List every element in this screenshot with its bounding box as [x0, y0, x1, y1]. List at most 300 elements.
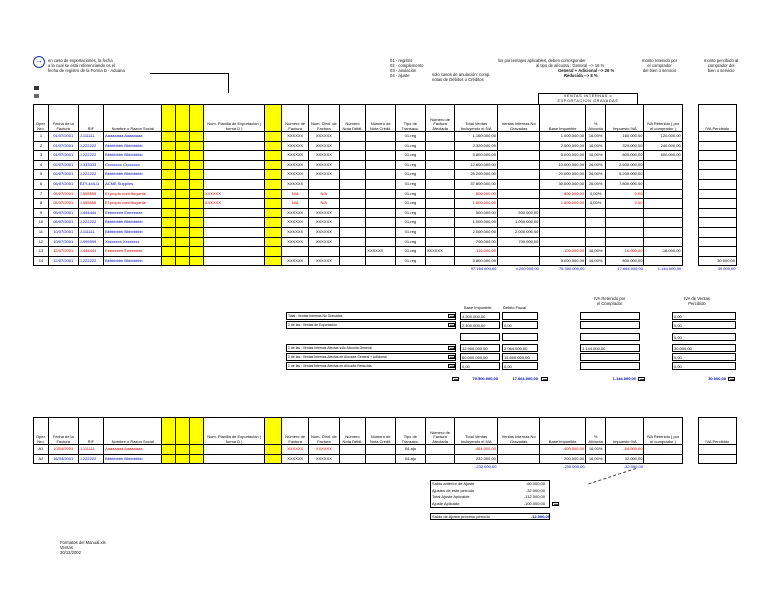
table-cell[interactable]: 1.000.000,00 — [540, 132, 586, 142]
table-cell[interactable] — [265, 199, 282, 209]
table-cell[interactable] — [497, 132, 539, 142]
table-cell[interactable]: 10/07/2001 — [48, 227, 78, 237]
table-cell[interactable] — [682, 199, 698, 209]
table-cell[interactable]: 16,00% — [586, 445, 606, 455]
table-cell[interactable] — [190, 179, 204, 189]
table-cell[interactable] — [698, 445, 736, 455]
table-cell[interactable]: J-444444 — [78, 247, 103, 257]
table-cell[interactable]: XXXXXX — [282, 237, 309, 247]
table-cell[interactable] — [339, 132, 366, 142]
table-cell[interactable] — [203, 445, 265, 455]
table-cell[interactable]: 01/07/2001 — [48, 141, 78, 151]
table-cell[interactable] — [265, 256, 282, 266]
table-cell[interactable]: N/A — [282, 199, 309, 209]
table-cell[interactable] — [606, 237, 644, 247]
table-cell[interactable] — [425, 132, 455, 142]
table-cell[interactable] — [176, 256, 190, 266]
link-button[interactable] — [448, 314, 455, 318]
table-cell[interactable] — [425, 160, 455, 170]
table-cell[interactable]: XXXXXX — [282, 227, 309, 237]
table-cell[interactable]: 12.600.000,00 — [455, 160, 497, 170]
table-cell[interactable]: J-222222 — [78, 218, 103, 228]
table-cell[interactable]: 16,00% — [586, 132, 606, 142]
table-cell[interactable] — [366, 141, 396, 151]
table-cell[interactable]: Xxxxxxxx Xxxxxxxx — [104, 237, 162, 247]
table-cell[interactable] — [682, 189, 698, 199]
table-cell[interactable] — [203, 132, 265, 142]
table-cell[interactable]: J-222222 — [78, 256, 103, 266]
link-button[interactable] — [552, 502, 559, 506]
table-cell[interactable] — [698, 218, 736, 228]
table-cell[interactable]: XXXXXX — [308, 170, 339, 180]
table-cell[interactable]: 01-reg — [396, 227, 426, 237]
link-button[interactable] — [541, 377, 548, 381]
table-cell[interactable] — [162, 151, 176, 161]
table-cell[interactable]: Eeeeeeee Eeeeeeee — [104, 208, 162, 218]
table-cell[interactable]: 16,00% — [586, 256, 606, 266]
table-cell[interactable] — [265, 151, 282, 161]
table-cell[interactable]: 02/07/2001 — [48, 170, 78, 180]
table-cell[interactable] — [586, 237, 606, 247]
table-cell[interactable] — [162, 218, 176, 228]
table-cell[interactable] — [339, 256, 366, 266]
table-cell[interactable] — [190, 151, 204, 161]
table-cell[interactable]: XXXXXX — [308, 237, 339, 247]
table-cell[interactable] — [644, 454, 682, 464]
table-cell[interactable]: 01-reg — [396, 160, 426, 170]
table-cell[interactable] — [176, 445, 190, 455]
table-cell[interactable] — [162, 170, 176, 180]
table-cell[interactable] — [698, 199, 736, 209]
table-cell[interactable]: 06/07/2001 — [48, 218, 78, 228]
table-cell[interactable] — [265, 247, 282, 257]
table-cell[interactable] — [339, 170, 366, 180]
table-cell[interactable] — [497, 247, 539, 257]
table-cell[interactable]: 20.000.000,00 — [540, 170, 586, 180]
table-cell[interactable] — [339, 179, 366, 189]
table-cell[interactable]: 01-reg — [396, 151, 426, 161]
table-cell[interactable]: Bbbbbbbb Bbbbbbbb — [104, 227, 162, 237]
table-cell[interactable] — [644, 445, 682, 455]
table-cell[interactable]: 16,00% — [586, 141, 606, 151]
table-cell[interactable]: 700.000,00 — [455, 237, 497, 247]
table-cell[interactable] — [682, 445, 698, 455]
table-cell[interactable]: XXXXXX — [282, 445, 309, 455]
table-cell[interactable] — [644, 256, 682, 266]
table-cell[interactable] — [190, 208, 204, 218]
table-cell[interactable] — [190, 256, 204, 266]
table-cell[interactable] — [265, 179, 282, 189]
table-cell[interactable]: N/A — [308, 189, 339, 199]
table-cell[interactable] — [265, 141, 282, 151]
table-cell[interactable]: 500.000,00 — [497, 208, 539, 218]
table-cell[interactable]: J-222222 — [78, 454, 103, 464]
table-cell[interactable]: N/A — [282, 189, 309, 199]
table-cell[interactable]: 01-reg — [396, 208, 426, 218]
table-cell[interactable] — [162, 199, 176, 209]
table-cell[interactable]: 01-reg — [396, 237, 426, 247]
table-cell[interactable]: XXXXXX — [282, 208, 309, 218]
table-cell[interactable]: -116.000,00 — [455, 247, 497, 257]
table-cell[interactable] — [265, 227, 282, 237]
table-cell[interactable] — [339, 445, 366, 455]
table-cell[interactable] — [497, 141, 539, 151]
table-cell[interactable]: 26,00% — [586, 170, 606, 180]
table-cell[interactable] — [366, 256, 396, 266]
table-cell[interactable] — [190, 170, 204, 180]
table-cell[interactable]: 2 — [34, 141, 49, 151]
table-cell[interactable]: 05/07/2001 — [48, 208, 78, 218]
table-cell[interactable] — [190, 247, 204, 257]
table-cell[interactable] — [190, 199, 204, 209]
table-cell[interactable]: -16.000,00 — [644, 247, 682, 257]
table-cell[interactable] — [606, 208, 644, 218]
table-cell[interactable]: J-999999 — [78, 237, 103, 247]
table-cell[interactable]: 01-reg — [396, 199, 426, 209]
table-cell[interactable]: XXXXXX — [203, 189, 265, 199]
table-cell[interactable]: 2.320.000,00 — [455, 141, 497, 151]
table-cell[interactable]: 0,00 — [606, 199, 644, 209]
table-cell[interactable]: 2.600.000,00 — [606, 160, 644, 170]
table-cell[interactable]: 0,00 — [606, 189, 644, 199]
table-cell[interactable] — [176, 218, 190, 228]
table-cell[interactable] — [190, 160, 204, 170]
table-cell[interactable] — [644, 218, 682, 228]
table-cell[interactable] — [698, 160, 736, 170]
table-cell[interactable]: Bbbbbbbb Bbbbbbbb — [104, 151, 162, 161]
table-cell[interactable] — [682, 151, 698, 161]
table-cell[interactable]: Bbbbbbbb Bbbbbbbb — [104, 218, 162, 228]
table-cell[interactable] — [339, 227, 366, 237]
table-cell[interactable] — [682, 218, 698, 228]
table-cell[interactable] — [682, 227, 698, 237]
table-cell[interactable] — [162, 160, 176, 170]
link-button[interactable] — [448, 355, 455, 359]
table-cell[interactable]: 04-aju — [396, 454, 426, 464]
table-cell[interactable] — [698, 189, 736, 199]
table-cell[interactable]: 5 — [34, 170, 49, 180]
table-cell[interactable] — [203, 179, 265, 189]
table-cell[interactable]: XXXXXX — [308, 151, 339, 161]
table-cell[interactable]: 160.000,00 — [606, 132, 644, 142]
table-cell[interactable]: XXXXXX — [282, 218, 309, 228]
table-cell[interactable] — [265, 218, 282, 228]
table-cell[interactable] — [162, 247, 176, 257]
table-cell[interactable] — [203, 247, 265, 257]
table-cell[interactable] — [644, 199, 682, 209]
table-cell[interactable]: 0,00% — [586, 199, 606, 209]
table-cell[interactable]: 1.600.000,00 — [540, 199, 586, 209]
table-cell[interactable]: EZY-444-U — [78, 179, 103, 189]
table-cell[interactable]: 200.000,00 — [540, 454, 586, 464]
table-cell[interactable] — [698, 151, 736, 161]
table-cell[interactable]: 800.000,00 — [606, 151, 644, 161]
table-cell[interactable] — [698, 454, 736, 464]
table-cell[interactable] — [176, 170, 190, 180]
table-cell[interactable]: J-555555 — [78, 199, 103, 209]
table-cell[interactable] — [162, 189, 176, 199]
table-cell[interactable] — [425, 256, 455, 266]
table-cell[interactable] — [540, 208, 586, 218]
table-cell[interactable]: 3 — [34, 151, 49, 161]
link-button[interactable] — [448, 364, 455, 368]
table-cell[interactable]: Bbbbbbbb Bbbbbbbb — [104, 256, 162, 266]
table-cell[interactable] — [308, 179, 339, 189]
table-cell[interactable]: 01-reg — [396, 141, 426, 151]
table-cell[interactable] — [176, 227, 190, 237]
table-cell[interactable]: XXXXXX — [282, 132, 309, 142]
table-cell[interactable] — [339, 218, 366, 228]
table-cell[interactable] — [282, 247, 309, 257]
table-cell[interactable] — [540, 227, 586, 237]
table-cell[interactable]: XXXXXX — [308, 141, 339, 151]
table-cell[interactable]: 2.000.000,00 — [455, 227, 497, 237]
table-cell[interactable]: XXXXXX — [308, 132, 339, 142]
table-cell[interactable] — [176, 208, 190, 218]
table-cell[interactable]: 05/07/2001 — [48, 189, 78, 199]
table-cell[interactable] — [339, 189, 366, 199]
table-cell[interactable]: 01-reg — [396, 132, 426, 142]
table-cell[interactable]: J-222222 — [78, 170, 103, 180]
table-cell[interactable] — [682, 247, 698, 257]
link-button[interactable] — [448, 346, 455, 350]
table-cell[interactable]: 11 — [34, 227, 49, 237]
table-cell[interactable] — [176, 199, 190, 209]
table-cell[interactable] — [425, 151, 455, 161]
table-cell[interactable]: 10/07/2001 — [48, 237, 78, 247]
table-cell[interactable] — [308, 247, 339, 257]
link-button[interactable] — [638, 377, 645, 381]
table-cell[interactable] — [190, 445, 204, 455]
table-cell[interactable] — [497, 454, 539, 464]
table-cell[interactable] — [698, 227, 736, 237]
table-cell[interactable]: 1.160.000,00 — [455, 132, 497, 142]
table-cell[interactable] — [366, 237, 396, 247]
table-cell[interactable]: 500.000,00 — [455, 208, 497, 218]
table-cell[interactable]: 800.000,00 — [455, 189, 497, 199]
table-cell[interactable] — [366, 160, 396, 170]
table-cell[interactable] — [698, 141, 736, 151]
table-cell[interactable] — [425, 141, 455, 151]
table-cell[interactable]: 01-reg — [396, 170, 426, 180]
table-cell[interactable] — [366, 199, 396, 209]
table-cell[interactable]: Cccccccc Cccccccc — [104, 160, 162, 170]
table-cell[interactable] — [425, 189, 455, 199]
table-cell[interactable] — [265, 189, 282, 199]
table-cell[interactable]: 16/04/2001 — [48, 454, 78, 464]
table-cell[interactable] — [203, 141, 265, 151]
table-cell[interactable]: 16,00% — [586, 454, 606, 464]
table-cell[interactable]: 01/07/2001 — [48, 132, 78, 142]
table-cell[interactable]: XXXXXX — [308, 218, 339, 228]
table-cell[interactable] — [366, 132, 396, 142]
table-cell[interactable]: 600.000,00 — [644, 151, 682, 161]
table-cell[interactable]: XXXXXX — [308, 208, 339, 218]
table-cell[interactable]: 1.600.000,00 — [455, 199, 497, 209]
table-cell[interactable] — [176, 179, 190, 189]
table-cell[interactable] — [497, 445, 539, 455]
table-cell[interactable]: -100.000,00 — [540, 247, 586, 257]
table-cell[interactable] — [682, 170, 698, 180]
table-cell[interactable] — [698, 237, 736, 247]
table-cell[interactable]: 4 — [34, 160, 49, 170]
table-cell[interactable]: 320.000,00 — [606, 141, 644, 151]
table-cell[interactable]: XXXXXX — [282, 454, 309, 464]
table-cell[interactable]: 6 — [34, 179, 49, 189]
table-cell[interactable] — [644, 170, 682, 180]
table-cell[interactable] — [162, 454, 176, 464]
table-cell[interactable] — [339, 141, 366, 151]
table-cell[interactable]: 01-reg — [396, 179, 426, 189]
table-cell[interactable] — [203, 151, 265, 161]
table-cell[interactable] — [176, 160, 190, 170]
table-cell[interactable] — [203, 208, 265, 218]
table-cell[interactable] — [366, 227, 396, 237]
table-cell[interactable] — [586, 218, 606, 228]
table-cell[interactable]: XXXXXX — [282, 160, 309, 170]
table-cell[interactable] — [190, 189, 204, 199]
table-cell[interactable]: 30.000.000,00 — [540, 179, 586, 189]
table-cell[interactable] — [366, 454, 396, 464]
table-cell[interactable] — [190, 454, 204, 464]
table-cell[interactable] — [162, 227, 176, 237]
table-cell[interactable] — [190, 237, 204, 247]
table-cell[interactable]: XXXXXX — [282, 256, 309, 266]
table-cell[interactable]: 01-reg — [396, 256, 426, 266]
table-cell[interactable] — [425, 454, 455, 464]
table-cell[interactable]: 5.800.000,00 — [455, 256, 497, 266]
table-cell[interactable] — [497, 199, 539, 209]
table-cell[interactable]: 0,00% — [586, 189, 606, 199]
link-button[interactable] — [452, 377, 459, 381]
table-cell[interactable]: 05/07/2001 — [48, 199, 78, 209]
table-cell[interactable] — [425, 237, 455, 247]
table-cell[interactable] — [162, 141, 176, 151]
table-cell[interactable] — [162, 256, 176, 266]
table-cell[interactable] — [682, 208, 698, 218]
table-cell[interactable]: Aaaaaaaa Aaaaaaaa — [104, 445, 162, 455]
table-cell[interactable] — [425, 199, 455, 209]
table-cell[interactable] — [497, 256, 539, 266]
table-cell[interactable]: 232.000,00 — [455, 454, 497, 464]
table-cell[interactable] — [265, 160, 282, 170]
table-cell[interactable] — [265, 454, 282, 464]
table-cell[interactable]: J-222222 — [78, 141, 103, 151]
table-cell[interactable]: 30.000,00 — [698, 256, 736, 266]
table-cell[interactable] — [339, 199, 366, 209]
table-cell[interactable] — [497, 151, 539, 161]
table-cell[interactable]: J-111111 — [78, 227, 103, 237]
table-cell[interactable]: XXXXXX — [425, 247, 455, 257]
table-cell[interactable]: 7.800.000,00 — [606, 179, 644, 189]
table-cell[interactable]: 12/07/2001 — [48, 256, 78, 266]
table-cell[interactable] — [176, 151, 190, 161]
table-cell[interactable]: -64.000,00 — [606, 445, 644, 455]
table-cell[interactable] — [682, 132, 698, 142]
table-cell[interactable]: A1 — [34, 445, 49, 455]
table-cell[interactable] — [698, 170, 736, 180]
table-cell[interactable]: Eeeeeeee Eeeeeeee — [104, 247, 162, 257]
link-button[interactable] — [728, 377, 735, 381]
table-cell[interactable]: 16,00% — [586, 247, 606, 257]
table-cell[interactable] — [265, 170, 282, 180]
table-cell[interactable]: 5.000.000,00 — [540, 256, 586, 266]
table-cell[interactable]: 32.000,00 — [606, 454, 644, 464]
table-cell[interactable] — [190, 132, 204, 142]
table-cell[interactable]: Bbbbbbbb Bbbbbbbb — [104, 141, 162, 151]
table-cell[interactable] — [339, 160, 366, 170]
table-cell[interactable]: 04-aju — [396, 445, 426, 455]
table-cell[interactable]: J-555555 — [78, 189, 103, 199]
table-cell[interactable]: 1.000.000,00 — [497, 218, 539, 228]
table-cell[interactable]: 5.200.000,00 — [606, 170, 644, 180]
link-button[interactable] — [448, 323, 455, 327]
table-cell[interactable] — [366, 218, 396, 228]
table-cell[interactable]: XXXXXX — [282, 170, 309, 180]
table-cell[interactable] — [586, 227, 606, 237]
table-cell[interactable]: 7 — [34, 189, 49, 199]
table-cell[interactable]: XXXXXX — [282, 179, 309, 189]
table-cell[interactable] — [606, 218, 644, 228]
table-cell[interactable]: 8 — [34, 199, 49, 209]
table-cell[interactable]: 01-reg — [396, 247, 426, 257]
table-cell[interactable] — [425, 208, 455, 218]
table-cell[interactable] — [265, 237, 282, 247]
table-cell[interactable] — [366, 179, 396, 189]
table-cell[interactable] — [698, 247, 736, 257]
table-cell[interactable] — [682, 160, 698, 170]
table-cell[interactable] — [425, 218, 455, 228]
table-cell[interactable] — [540, 218, 586, 228]
table-cell[interactable]: 12 — [34, 237, 49, 247]
table-cell[interactable] — [698, 179, 736, 189]
table-cell[interactable] — [190, 218, 204, 228]
table-cell[interactable] — [366, 151, 396, 161]
table-cell[interactable]: 5.000.000,00 — [540, 151, 586, 161]
table-cell[interactable] — [586, 208, 606, 218]
table-cell[interactable]: J-444444 — [78, 208, 103, 218]
table-cell[interactable]: XXXXXX — [203, 199, 265, 209]
table-cell[interactable] — [203, 227, 265, 237]
table-cell[interactable] — [162, 179, 176, 189]
table-cell[interactable] — [162, 132, 176, 142]
table-cell[interactable]: 5.800.000,00 — [455, 151, 497, 161]
table-cell[interactable]: 26,00% — [586, 179, 606, 189]
table-cell[interactable] — [644, 227, 682, 237]
table-cell[interactable]: Aaaaaaaa Aaaaaaaa — [104, 132, 162, 142]
table-cell[interactable] — [176, 132, 190, 142]
table-cell[interactable]: J-111111 — [78, 445, 103, 455]
table-cell[interactable] — [644, 237, 682, 247]
table-cell[interactable] — [698, 208, 736, 218]
table-cell[interactable] — [606, 227, 644, 237]
table-cell[interactable]: XXXXXX — [308, 160, 339, 170]
table-cell[interactable]: 10.000.000,00 — [540, 160, 586, 170]
table-cell[interactable] — [497, 170, 539, 180]
table-cell[interactable] — [366, 189, 396, 199]
table-cell[interactable]: 01-reg — [396, 218, 426, 228]
table-cell[interactable] — [366, 445, 396, 455]
table-cell[interactable]: 14 — [34, 256, 49, 266]
table-cell[interactable]: XXXXXX — [308, 445, 339, 455]
table-cell[interactable]: El propio contribuyente — [104, 199, 162, 209]
table-cell[interactable] — [339, 151, 366, 161]
table-cell[interactable] — [339, 208, 366, 218]
table-cell[interactable]: N/A — [308, 199, 339, 209]
table-cell[interactable]: El propio contribuyente — [104, 189, 162, 199]
table-cell[interactable] — [176, 247, 190, 257]
table-cell[interactable]: XXXXXX — [366, 247, 396, 257]
